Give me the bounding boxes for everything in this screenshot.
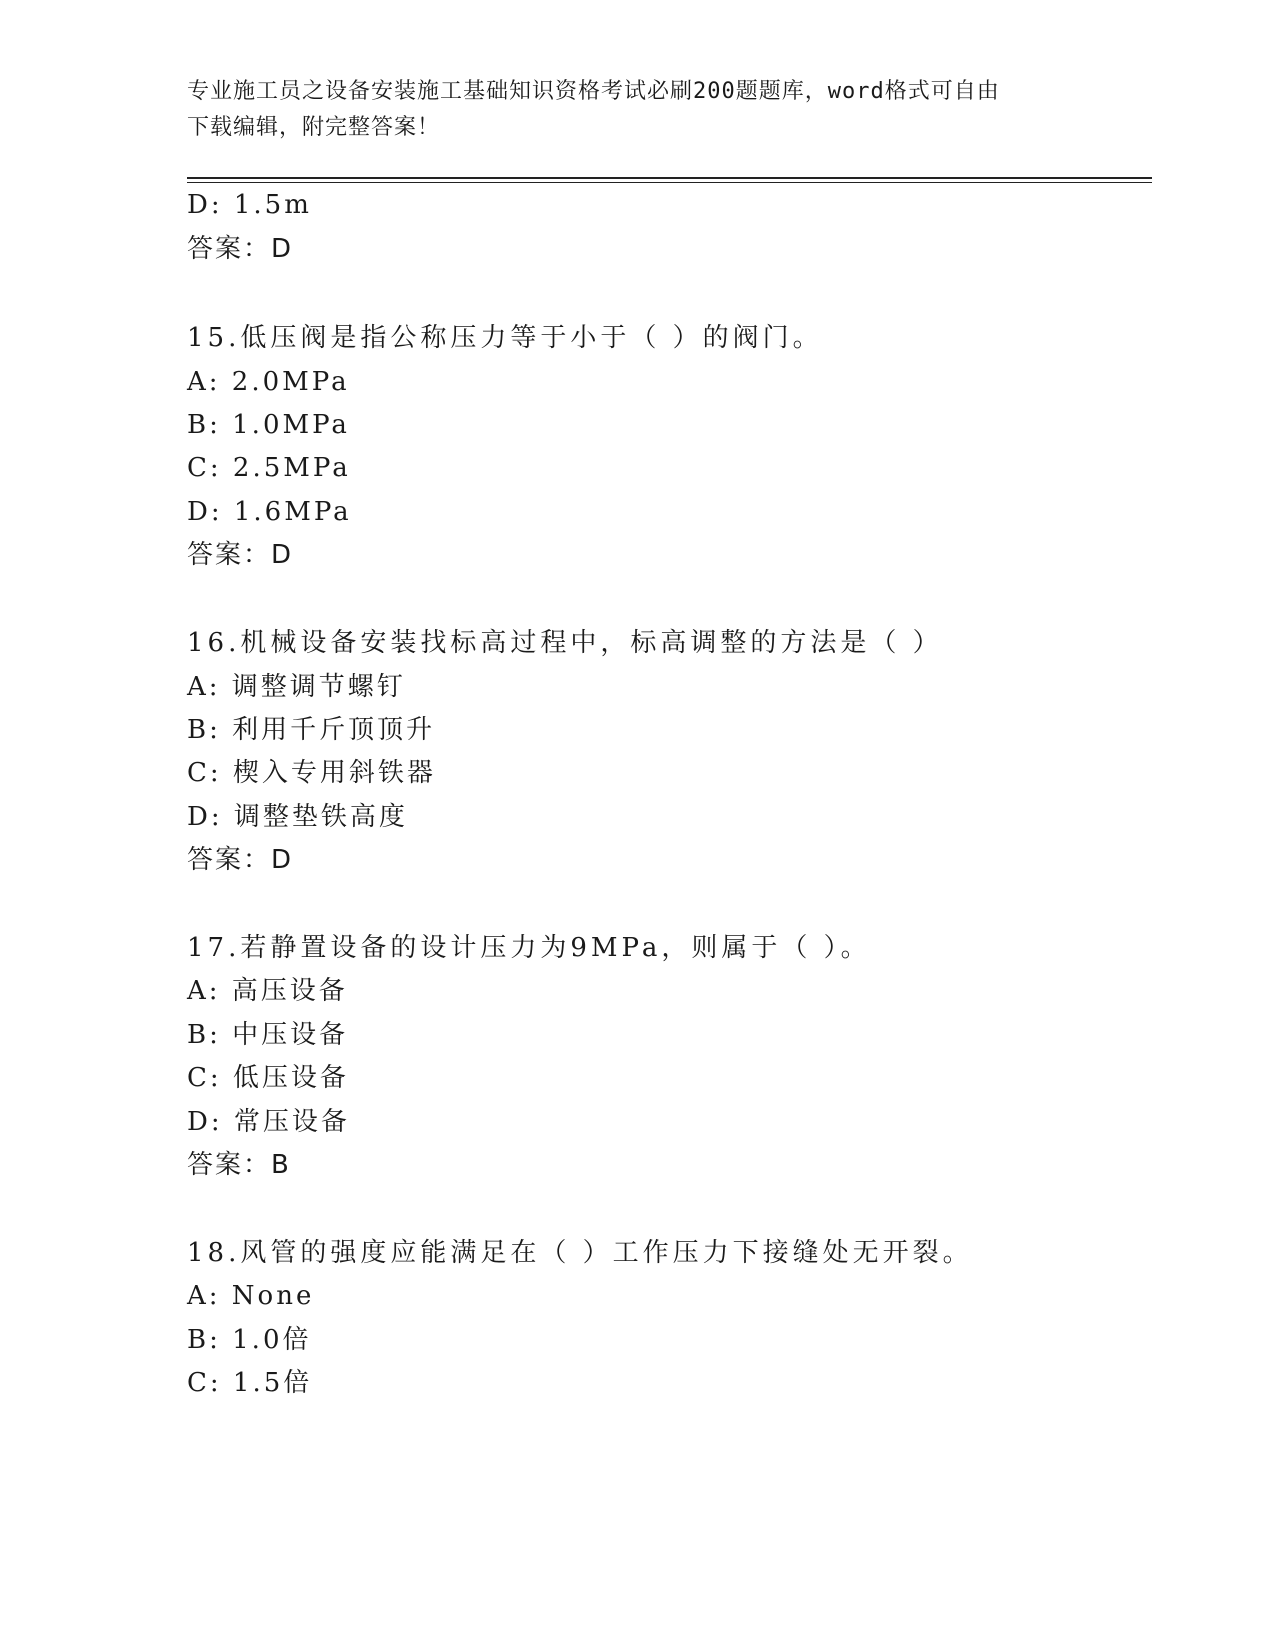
- q16-answer: 答案：D: [187, 845, 294, 875]
- question-15: 15.低压阀是指公称压力等于小于（ ）的阀门。: [187, 323, 823, 353]
- header-title-line1: 专业施工员之设备安装施工基础知识资格考试必刷200题题库，word格式可自由: [187, 79, 1000, 104]
- q15-option-b: B: 1.0MPa: [187, 410, 350, 440]
- q18-option-b: B: 1.0倍: [187, 1325, 312, 1355]
- q15-option-a: A: 2.0MPa: [187, 367, 350, 397]
- q16-option-c: C: 楔入专用斜铁器: [187, 758, 436, 788]
- q17-option-a: A: 高压设备: [187, 976, 348, 1006]
- header-divider-bottom: [187, 182, 1152, 183]
- q16-option-d: D: 调整垫铁高度: [187, 802, 408, 832]
- header-title-line2: 下载编辑，附完整答案！: [187, 115, 441, 140]
- q18-option-a: A: None: [187, 1281, 315, 1311]
- header-divider-top: [187, 177, 1152, 179]
- q16-option-a: A: 调整调节螺钉: [187, 672, 406, 702]
- q17-option-b: B: 中压设备: [187, 1020, 349, 1050]
- q18-option-c: C: 1.5倍: [187, 1368, 313, 1398]
- prev-answer: 答案：D: [187, 234, 294, 264]
- document-header: [187, 74, 1067, 146]
- q15-option-c: C: 2.5MPa: [187, 453, 351, 483]
- question-17: 17.若静置设备的设计压力为9MPa，则属于（ ）。: [187, 933, 871, 963]
- q17-option-d: D: 常压设备: [187, 1107, 350, 1137]
- q17-option-c: C: 低压设备: [187, 1063, 349, 1093]
- question-18: 18.风管的强度应能满足在（ ）工作压力下接缝处无开裂。: [187, 1238, 973, 1268]
- q15-answer: 答案：D: [187, 540, 294, 570]
- q17-answer: 答案：B: [187, 1150, 291, 1180]
- prev-option-d: D: 1.5m: [187, 190, 312, 220]
- question-16: 16.机械设备安装找标高过程中，标高调整的方法是（ ）: [187, 628, 943, 658]
- q15-option-d: D: 1.6MPa: [187, 497, 352, 527]
- q16-option-b: B: 利用千斤顶顶升: [187, 715, 436, 745]
